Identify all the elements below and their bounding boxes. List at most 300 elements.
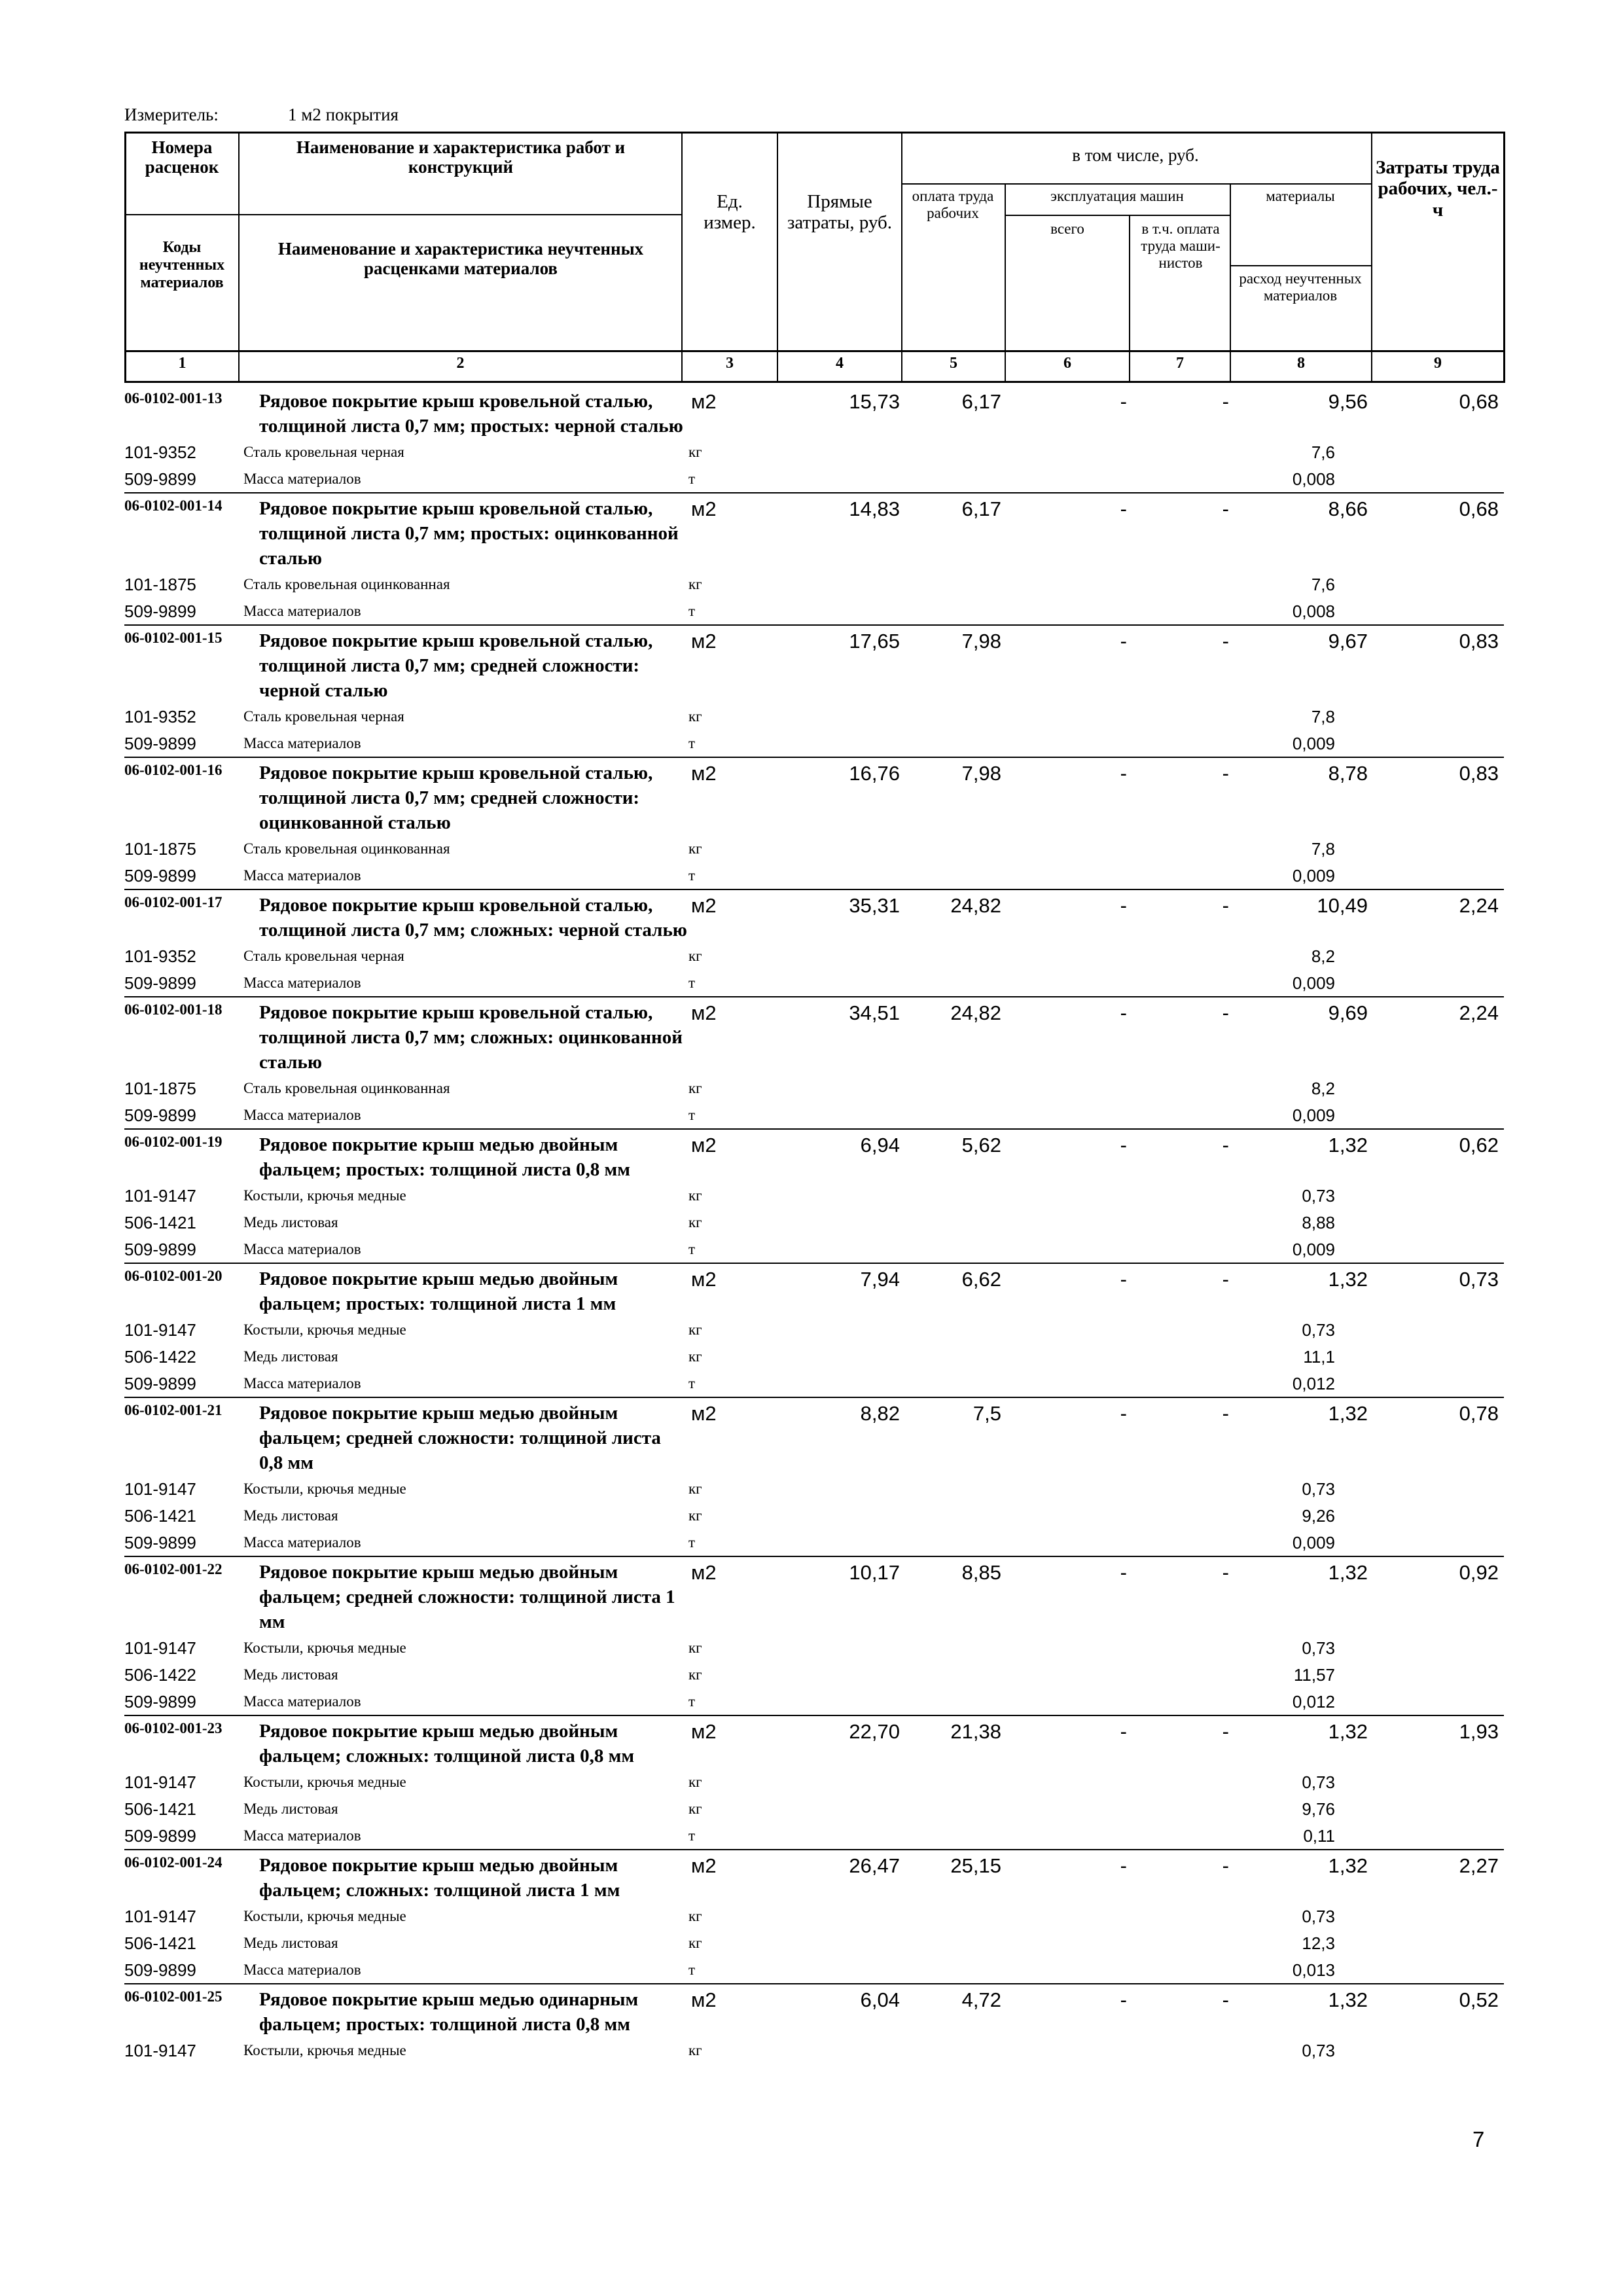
material-name: Сталь кровельная черная	[243, 708, 404, 725]
material-row	[0, 1370, 1623, 1397]
material-name: Костыли, крючья медные	[243, 1480, 406, 1497]
direct-cost: 8,82	[860, 1402, 900, 1425]
column-number-1: 1	[178, 355, 187, 372]
material-row	[0, 1075, 1623, 1102]
material-name: Масса материалов	[243, 1962, 361, 1978]
header-machine-incl: в т.ч. оплата труда маши- нистов	[1141, 221, 1221, 271]
machine-total: -	[1120, 1720, 1127, 1743]
material-quantity: 0,012	[1292, 1692, 1335, 1712]
column-number-9: 9	[1434, 355, 1442, 372]
material-unit: кг	[688, 2042, 702, 2058]
direct-cost: 6,04	[860, 1988, 900, 2011]
material-code: 101-9147	[124, 1320, 196, 1340]
direct-cost: 35,31	[849, 894, 900, 917]
material-name: Медь листовая	[243, 1507, 338, 1524]
material-code: 509-9899	[124, 1692, 196, 1712]
material-quantity: 11,57	[1293, 1665, 1335, 1685]
material-code: 506-1421	[124, 1933, 196, 1953]
material-row	[0, 1316, 1623, 1343]
header-material-name: Наименование и характеристика неучтенных расценками материалов	[277, 239, 644, 279]
material-row	[0, 1634, 1623, 1661]
direct-cost: 17,65	[849, 630, 900, 653]
material-name: Масса материалов	[243, 471, 361, 487]
rate-row	[0, 493, 1623, 571]
material-code: 101-9352	[124, 946, 196, 966]
material-quantity: 0,73	[1302, 1479, 1335, 1499]
material-quantity: 0,73	[1302, 1772, 1335, 1792]
material-unit: т	[688, 1375, 696, 1391]
rate-entry	[0, 758, 1623, 890]
rate-unit: м2	[691, 1001, 717, 1024]
machine-total: -	[1120, 630, 1127, 653]
material-quantity: 0,009	[1292, 973, 1335, 993]
materials-cost: 8,78	[1328, 762, 1368, 785]
rate-unit: м2	[691, 1561, 717, 1584]
rate-code: 06-0102-001-21	[124, 1402, 223, 1418]
rate-row	[0, 890, 1623, 942]
material-quantity: 0,73	[1302, 1907, 1335, 1926]
column-number-3: 3	[726, 355, 734, 372]
material-unit: кг	[688, 1507, 702, 1524]
material-name: Масса материалов	[243, 1827, 361, 1844]
labor-hours: 0,68	[1459, 390, 1499, 413]
materials-cost: 1,32	[1328, 1402, 1368, 1425]
machine-total: -	[1120, 1988, 1127, 2011]
material-name: Масса материалов	[243, 975, 361, 991]
rate-entry	[0, 1716, 1623, 1850]
machine-total: -	[1120, 1854, 1127, 1877]
labor-hours: 0,83	[1459, 630, 1499, 653]
material-name: Костыли, крючья медные	[243, 1774, 406, 1790]
rate-entry	[0, 890, 1623, 997]
material-quantity: 9,26	[1302, 1506, 1335, 1526]
column-number-4: 4	[836, 355, 844, 372]
rate-row	[0, 1984, 1623, 2037]
rate-row	[0, 386, 1623, 439]
labor-hours: 0,68	[1459, 497, 1499, 520]
material-row	[0, 1822, 1623, 1849]
machine-total: -	[1120, 1561, 1127, 1584]
material-code: 101-1875	[124, 839, 196, 859]
material-quantity: 0,73	[1302, 1320, 1335, 1340]
machine-labor: -	[1222, 1134, 1229, 1157]
material-unit: кг	[688, 1321, 702, 1338]
header-work-name: Наименование и характеристика работ и конструкций	[296, 137, 626, 177]
rate-unit: м2	[691, 1402, 717, 1425]
material-name: Масса материалов	[243, 735, 361, 751]
material-name: Сталь кровельная оцинкованная	[243, 576, 450, 592]
rate-entry	[0, 1984, 1623, 2064]
material-row	[0, 571, 1623, 598]
materials-cost: 9,67	[1328, 630, 1368, 653]
material-name: Масса материалов	[243, 1693, 361, 1710]
machine-labor: -	[1222, 1720, 1229, 1743]
direct-cost: 22,70	[849, 1720, 900, 1743]
material-quantity: 0,11	[1303, 1826, 1335, 1846]
material-row	[0, 1343, 1623, 1370]
rate-table-body	[0, 386, 1623, 2064]
rate-code: 06-0102-001-19	[124, 1134, 223, 1150]
material-name: Масса материалов	[243, 1375, 361, 1391]
rate-unit: м2	[691, 630, 717, 653]
material-code: 101-9352	[124, 707, 196, 726]
material-unit: кг	[688, 1640, 702, 1656]
material-row	[0, 969, 1623, 996]
material-quantity: 0,73	[1302, 1638, 1335, 1658]
machine-total: -	[1120, 1134, 1127, 1157]
labor-hours: 0,83	[1459, 762, 1499, 785]
labor-pay: 7,5	[972, 1402, 1001, 1425]
material-unit: кг	[688, 1666, 702, 1683]
material-code: 101-9147	[124, 1907, 196, 1926]
column-number-7: 7	[1176, 355, 1184, 372]
material-code: 509-9899	[124, 973, 196, 993]
header-rate-numbers: Номера расценок	[145, 137, 219, 177]
material-quantity: 0,73	[1302, 1186, 1335, 1206]
header-codes: Коды неучтенных материалов	[139, 239, 225, 291]
direct-cost: 26,47	[849, 1854, 900, 1877]
material-row	[0, 1529, 1623, 1556]
material-code: 509-9899	[124, 1240, 196, 1259]
material-unit: т	[688, 1534, 696, 1551]
rate-entry	[0, 493, 1623, 626]
material-code: 506-1422	[124, 1347, 196, 1367]
labor-pay: 24,82	[950, 1001, 1001, 1024]
rate-entry	[0, 1264, 1623, 1398]
labor-pay: 6,62	[961, 1268, 1001, 1291]
labor-pay: 6,17	[961, 390, 1001, 413]
material-quantity: 8,2	[1311, 1079, 1335, 1098]
material-quantity: 7,8	[1311, 707, 1335, 726]
machine-labor: -	[1222, 1988, 1229, 2011]
rate-unit: м2	[691, 1268, 717, 1291]
rate-name: Рядовое покрытие крыш кровельной сталью, толщиной листа 0,7 мм; средней сложности: оцинкованной сталью	[259, 762, 653, 833]
material-name: Медь листовая	[243, 1214, 338, 1230]
rate-name: Рядовое покрытие крыш медью двойным фальцем; средней сложности: толщиной листа 1 мм	[259, 1562, 675, 1632]
material-unit: т	[688, 975, 696, 991]
rate-name: Рядовое покрытие крыш кровельной сталью, толщиной листа 0,7 мм; сложных: оцинкованной сталью	[259, 1002, 683, 1073]
machine-total: -	[1120, 762, 1127, 785]
labor-pay: 4,72	[961, 1988, 1001, 2011]
direct-cost: 10,17	[849, 1561, 900, 1584]
materials-cost: 1,32	[1328, 1854, 1368, 1877]
material-unit: кг	[688, 948, 702, 964]
rate-unit: м2	[691, 1988, 717, 2011]
rate-name: Рядовое покрытие крыш медью двойным фальцем; сложных: толщиной листа 1 мм	[259, 1855, 620, 1901]
machine-labor: -	[1222, 1268, 1229, 1291]
material-code: 509-9899	[124, 1826, 196, 1846]
material-row	[0, 1102, 1623, 1128]
material-quantity: 0,012	[1292, 1374, 1335, 1393]
labor-hours: 1,93	[1459, 1720, 1499, 1743]
labor-pay: 7,98	[961, 762, 1001, 785]
material-quantity: 12,3	[1302, 1933, 1335, 1953]
labor-hours: 0,73	[1459, 1268, 1499, 1291]
rate-name: Рядовое покрытие крыш медью двойным фальцем; простых: толщиной листа 1 мм	[259, 1268, 618, 1314]
material-code: 509-9899	[124, 1960, 196, 1980]
material-quantity: 0,008	[1292, 469, 1335, 489]
machine-total: -	[1120, 1402, 1127, 1425]
machine-total: -	[1120, 390, 1127, 413]
labor-hours: 2,27	[1459, 1854, 1499, 1877]
material-unit: т	[688, 603, 696, 619]
material-unit: т	[688, 1693, 696, 1710]
header-machine-total: всего	[1050, 221, 1084, 237]
header-including: в том числе, руб.	[1072, 145, 1199, 165]
material-quantity: 8,88	[1302, 1213, 1335, 1232]
materials-cost: 1,32	[1328, 1134, 1368, 1157]
material-quantity: 0,013	[1292, 1960, 1335, 1980]
material-row	[0, 1661, 1623, 1688]
machine-labor: -	[1222, 390, 1229, 413]
header-unit: Ед. измер.	[704, 191, 756, 234]
rate-row	[0, 758, 1623, 835]
machine-total: -	[1120, 1268, 1127, 1291]
direct-cost: 34,51	[849, 1001, 900, 1024]
material-quantity: 0,008	[1292, 601, 1335, 621]
material-name: Масса материалов	[243, 603, 361, 619]
material-unit: т	[688, 735, 696, 751]
materials-cost: 9,69	[1328, 1001, 1368, 1024]
rate-unit: м2	[691, 1134, 717, 1157]
material-row	[0, 465, 1623, 492]
material-quantity: 0,009	[1292, 1533, 1335, 1552]
material-name: Сталь кровельная оцинкованная	[243, 840, 450, 857]
material-row	[0, 1236, 1623, 1263]
header-machine-op: эксплуатация машин	[1050, 188, 1184, 204]
column-number-8: 8	[1297, 355, 1305, 372]
material-row	[0, 1209, 1623, 1236]
material-code: 101-9147	[124, 2041, 196, 2060]
direct-cost: 16,76	[849, 762, 900, 785]
rate-name: Рядовое покрытие крыш кровельной сталью, толщиной листа 0,7 мм; простых: оцинкованной сталью	[259, 498, 679, 569]
material-code: 506-1421	[124, 1799, 196, 1819]
machine-total: -	[1120, 894, 1127, 917]
material-code: 506-1422	[124, 1665, 196, 1685]
material-code: 101-9147	[124, 1638, 196, 1658]
material-row	[0, 1502, 1623, 1529]
rate-entry	[0, 1130, 1623, 1264]
labor-hours: 0,92	[1459, 1561, 1499, 1584]
rate-name: Рядовое покрытие крыш медью одинарным фальцем; простых: толщиной листа 0,8 мм	[259, 1989, 639, 2035]
material-row	[0, 598, 1623, 624]
rate-name: Рядовое покрытие крыш кровельной сталью, толщиной листа 0,7 мм; сложных: черной сталью	[259, 895, 687, 941]
measure-label: Измеритель:	[124, 105, 219, 124]
material-quantity: 7,8	[1311, 839, 1335, 859]
labor-pay: 6,17	[961, 497, 1001, 520]
rate-code: 06-0102-001-18	[124, 1001, 223, 1018]
material-name: Костыли, крючья медные	[243, 1908, 406, 1924]
rate-entry	[0, 1557, 1623, 1716]
material-unit: т	[688, 1241, 696, 1257]
measure-value: 1 м2 покрытия	[288, 105, 399, 124]
material-code: 509-9899	[124, 1105, 196, 1125]
materials-cost: 1,32	[1328, 1561, 1368, 1584]
material-unit: т	[688, 1107, 696, 1123]
labor-pay: 25,15	[950, 1854, 1001, 1877]
machine-labor: -	[1222, 894, 1229, 917]
labor-hours: 2,24	[1459, 894, 1499, 917]
material-unit: кг	[688, 840, 702, 857]
material-name: Масса материалов	[243, 867, 361, 884]
rate-unit: м2	[691, 1854, 717, 1877]
material-name: Костыли, крючья медные	[243, 1321, 406, 1338]
material-code: 506-1421	[124, 1506, 196, 1526]
material-unit: кг	[688, 1214, 702, 1230]
column-number-5: 5	[950, 355, 957, 372]
material-quantity: 0,009	[1292, 1105, 1335, 1125]
material-code: 509-9899	[124, 469, 196, 489]
material-code: 509-9899	[124, 1533, 196, 1552]
rate-name: Рядовое покрытие крыш медью двойным фальцем; простых: толщиной листа 0,8 мм	[259, 1134, 630, 1180]
material-name: Масса материалов	[243, 1534, 361, 1551]
material-name: Медь листовая	[243, 1801, 338, 1817]
rate-code: 06-0102-001-22	[124, 1561, 223, 1577]
machine-total: -	[1120, 497, 1127, 520]
materials-cost: 8,66	[1328, 497, 1368, 520]
labor-hours: 2,24	[1459, 1001, 1499, 1024]
labor-hours: 0,52	[1459, 1988, 1499, 2011]
material-unit: т	[688, 867, 696, 884]
material-row	[0, 439, 1623, 465]
material-code: 101-1875	[124, 1079, 196, 1098]
machine-labor: -	[1222, 762, 1229, 785]
material-name: Медь листовая	[243, 1666, 338, 1683]
material-quantity: 0,009	[1292, 866, 1335, 886]
rate-code: 06-0102-001-14	[124, 497, 223, 514]
material-row	[0, 1688, 1623, 1715]
labor-pay: 5,62	[961, 1134, 1001, 1157]
direct-cost: 6,94	[860, 1134, 900, 1157]
material-code: 101-9352	[124, 442, 196, 462]
rate-code: 06-0102-001-20	[124, 1268, 223, 1284]
machine-labor: -	[1222, 1402, 1229, 1425]
material-quantity: 7,6	[1311, 575, 1335, 594]
header-labor-pay: оплата труда рабочих	[912, 188, 994, 221]
machine-labor: -	[1222, 497, 1229, 520]
material-row	[0, 1182, 1623, 1209]
material-quantity: 0,73	[1302, 2041, 1335, 2060]
rate-row	[0, 626, 1623, 703]
material-row	[0, 2037, 1623, 2064]
rate-code: 06-0102-001-13	[124, 390, 223, 406]
machine-labor: -	[1222, 1001, 1229, 1024]
material-name: Костыли, крючья медные	[243, 2042, 406, 2058]
material-code: 101-9147	[124, 1772, 196, 1792]
header-labor: Затраты труда рабочих, чел.-ч	[1376, 157, 1500, 221]
rate-row	[0, 1850, 1623, 1903]
material-row	[0, 1903, 1623, 1929]
rate-code: 06-0102-001-17	[124, 894, 223, 910]
material-row	[0, 730, 1623, 757]
rate-entry	[0, 1850, 1623, 1984]
material-row	[0, 703, 1623, 730]
material-code: 101-9147	[124, 1479, 196, 1499]
material-unit: кг	[688, 1935, 702, 1951]
materials-cost: 1,32	[1328, 1720, 1368, 1743]
rate-row	[0, 1716, 1623, 1768]
material-name: Медь листовая	[243, 1348, 338, 1365]
column-number-6: 6	[1063, 355, 1071, 372]
material-row	[0, 1475, 1623, 1502]
rate-unit: м2	[691, 1720, 717, 1743]
rate-row	[0, 1557, 1623, 1634]
material-quantity: 8,2	[1311, 946, 1335, 966]
material-unit: кг	[688, 708, 702, 725]
labor-pay: 7,98	[961, 630, 1001, 653]
direct-cost: 14,83	[849, 497, 900, 520]
rate-unit: м2	[691, 762, 717, 785]
material-unit: кг	[688, 1348, 702, 1365]
material-unit: т	[688, 1827, 696, 1844]
header-direct: Прямые затраты, руб.	[787, 191, 893, 234]
rate-code: 06-0102-001-15	[124, 630, 223, 646]
material-quantity: 11,1	[1303, 1347, 1335, 1367]
machine-labor: -	[1222, 1561, 1229, 1584]
rate-name: Рядовое покрытие крыш кровельной сталью, толщиной листа 0,7 мм; средней сложности: черной сталью	[259, 630, 653, 701]
direct-cost: 7,94	[860, 1268, 900, 1291]
header-unaccounted: расход неучтенных материалов	[1239, 270, 1362, 304]
material-name: Сталь кровельная черная	[243, 444, 404, 460]
material-unit: кг	[688, 1080, 702, 1096]
material-unit: кг	[688, 1801, 702, 1817]
material-row	[0, 862, 1623, 889]
materials-cost: 1,32	[1328, 1988, 1368, 2011]
material-code: 509-9899	[124, 1374, 196, 1393]
material-name: Масса материалов	[243, 1241, 361, 1257]
rate-entry	[0, 386, 1623, 493]
material-row	[0, 1929, 1623, 1956]
material-unit: кг	[688, 1187, 702, 1204]
rate-row	[0, 1130, 1623, 1182]
rate-entry	[0, 1398, 1623, 1557]
material-code: 101-1875	[124, 575, 196, 594]
material-quantity: 7,6	[1311, 442, 1335, 462]
page-number: 7	[1472, 2127, 1485, 2151]
material-row	[0, 1768, 1623, 1795]
material-unit: т	[688, 471, 696, 487]
material-name: Медь листовая	[243, 1935, 338, 1951]
rate-name: Рядовое покрытие крыш медью двойным фальцем; сложных: толщиной листа 0,8 мм	[259, 1721, 635, 1767]
material-quantity: 0,009	[1292, 734, 1335, 753]
machine-labor: -	[1222, 630, 1229, 653]
rate-entry	[0, 626, 1623, 758]
machine-total: -	[1120, 1001, 1127, 1024]
rate-code: 06-0102-001-24	[124, 1854, 223, 1871]
material-name: Сталь кровельная черная	[243, 948, 404, 964]
material-code: 101-9147	[124, 1186, 196, 1206]
material-name: Костыли, крючья медные	[243, 1640, 406, 1656]
material-unit: кг	[688, 1908, 702, 1924]
material-quantity: 9,76	[1302, 1799, 1335, 1819]
labor-hours: 0,62	[1459, 1134, 1499, 1157]
material-name: Костыли, крючья медные	[243, 1187, 406, 1204]
materials-cost: 10,49	[1317, 894, 1368, 917]
rate-code: 06-0102-001-16	[124, 762, 223, 778]
material-unit: кг	[688, 1774, 702, 1790]
material-name: Сталь кровельная оцинкованная	[243, 1080, 450, 1096]
material-code: 509-9899	[124, 734, 196, 753]
rate-entry	[0, 997, 1623, 1130]
direct-cost: 15,73	[849, 390, 900, 413]
material-row	[0, 1795, 1623, 1822]
material-name: Масса материалов	[243, 1107, 361, 1123]
rate-code: 06-0102-001-25	[124, 1988, 223, 2005]
labor-hours: 0,78	[1459, 1402, 1499, 1425]
material-row	[0, 1956, 1623, 1983]
labor-pay: 8,85	[961, 1561, 1001, 1584]
labor-pay: 21,38	[950, 1720, 1001, 1743]
